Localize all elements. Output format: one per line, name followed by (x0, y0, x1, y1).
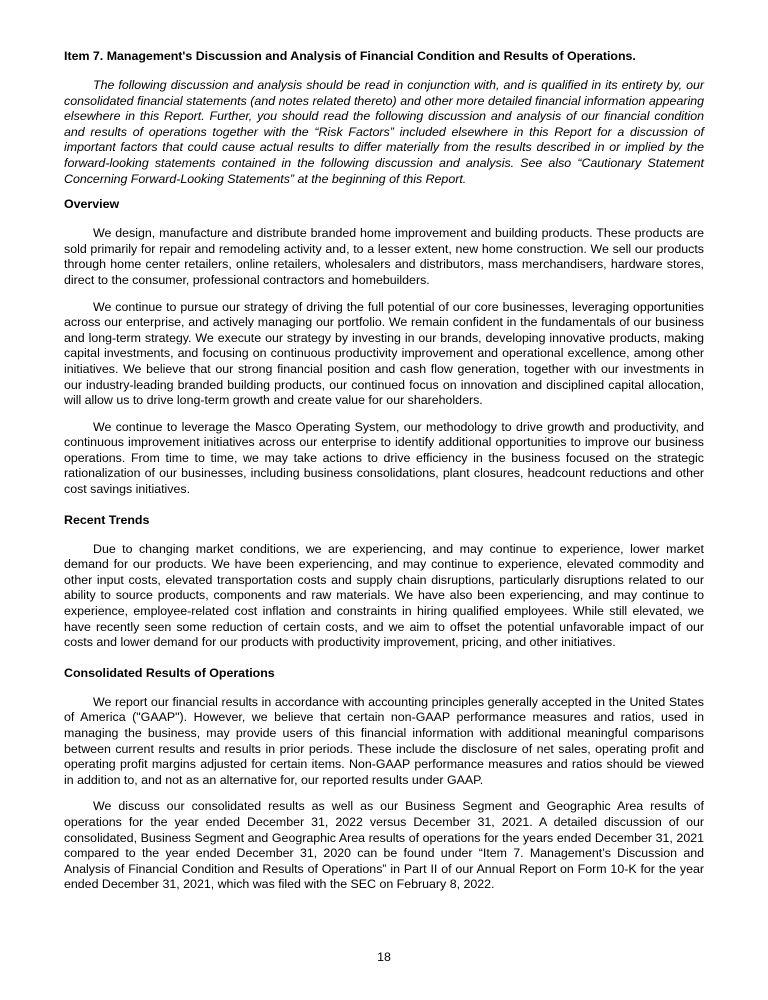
intro-paragraph: The following discussion and analysis should be read in conjunction with, and is qualified in its entirety by, our consolidated financial statements (and notes related thereto) and other more detailed financial information appearing elsewhere in this Report. Further, you should read the following discussion and analysis of our financial condition and results of operations together with the “Risk Factors” included elsewhere in this Report for a discussion of important factors that could cause actual results to differ materially from the results described in or implied by the forward-looking statements contained in the following discussion and analysis. See also “Cautionary Statement Concerning Forward-Looking Statements” at the beginning of this Report. (64, 78, 704, 186)
section-heading-overview: Overview (64, 197, 120, 212)
section-heading-recent-trends: Recent Trends (64, 512, 150, 527)
document-page (64, 49, 704, 893)
overview-paragraph-2: We continue to pursue our strategy of driving the full potential of our core businesses, leveraging opportunities across our enterprise, and actively managing our portfolio. We remain confident in the fundamentals of our business and long-term strategy. We execute our strategy by investing in our brands, developing innovative products, making capital investments, and focusing on continuous productivity improvement and operational excellence, among other initiatives. We believe that our strong financial position and cash flow generation, together with our investments in our industry-leading branded building products, our continued focus on innovation and disciplined capital allocation, will allow us to drive long-term growth and create value for our shareholders. (64, 299, 704, 408)
section-overview (64, 197, 704, 498)
section-consolidated-results (64, 666, 704, 893)
section-recent-trends (64, 513, 704, 651)
consolidated-results-paragraph-1: We report our financial results in accordance with accounting principles generally accepted in the United States of America ("GAAP"). However, we believe that certain non-GAAP performance measures and ratios, used in managing the business, may provide users of this financial information with additional meaningful comparisons between current results and results in prior periods. These include the disclosure of net sales, operating profit and operating profit margins adjusted for certain items. Non-GAAP performance measures and ratios should be viewed in addition to, and not as an alternative for, our reported results under GAAP. (64, 694, 704, 787)
recent-trends-paragraph-1: Due to changing market conditions, we are experiencing, and may continue to experience, lower market demand for our products. We have been experiencing, and may continue to experience, elevated commodity and other input costs, elevated transportation costs and supply chain disruptions, particularly disruptions related to our ability to source products, components and raw materials. We have also been experiencing, and may continue to experience, employee-related cost inflation and constraints in hiring qualified employees. While still elevated, we have recently seen some reduction of certain costs, and we aim to offset the potential unfavorable impact of our costs and lower demand for our products with productivity improvement, pricing, and other initiatives. (64, 541, 704, 650)
consolidated-results-paragraph-2: We discuss our consolidated results as well as our Business Segment and Geographic Area results of operations for the year ended December 31, 2022 versus December 31, 2021. A detailed discussion of our consolidated, Business Segment and Geographic Area results of operations for the years ended December 31, 2021 compared to the year ended December 31, 2020 can be found under “Item 7. Management’s Discussion and Analysis of Financial Condition and Results of Operations” in Part II of our Annual Report on Form 10-K for the year ended December 31, 2021, which was filed with the SEC on February 8, 2022. (64, 799, 704, 892)
item-heading: Item 7. Management's Discussion and Analysis of Financial Condition and Results of Operations. (64, 49, 636, 63)
overview-paragraph-3: We continue to leverage the Masco Operating System, our methodology to drive growth and productivity, and continuous improvement initiatives across our enterprise to identify additional opportunities to improve our business operations. From time to time, we may take actions to drive efficiency in the business focused on the strategic rationalization of our businesses, including business consolidations, plant closures, headcount reductions and other cost savings initiatives. (64, 419, 704, 497)
section-heading-consolidated-results: Consolidated Results of Operations (64, 665, 275, 680)
overview-paragraph-1: We design, manufacture and distribute branded home improvement and building products. These products are sold primarily for repair and remodeling activity and, to a lesser extent, new home construction. We sell our products through home center retailers, online retailers, wholesalers and distributors, mass merchandisers, hardware stores, direct to the consumer, professional contractors and homebuilders. (64, 226, 704, 287)
page-number: 18 (377, 950, 391, 964)
